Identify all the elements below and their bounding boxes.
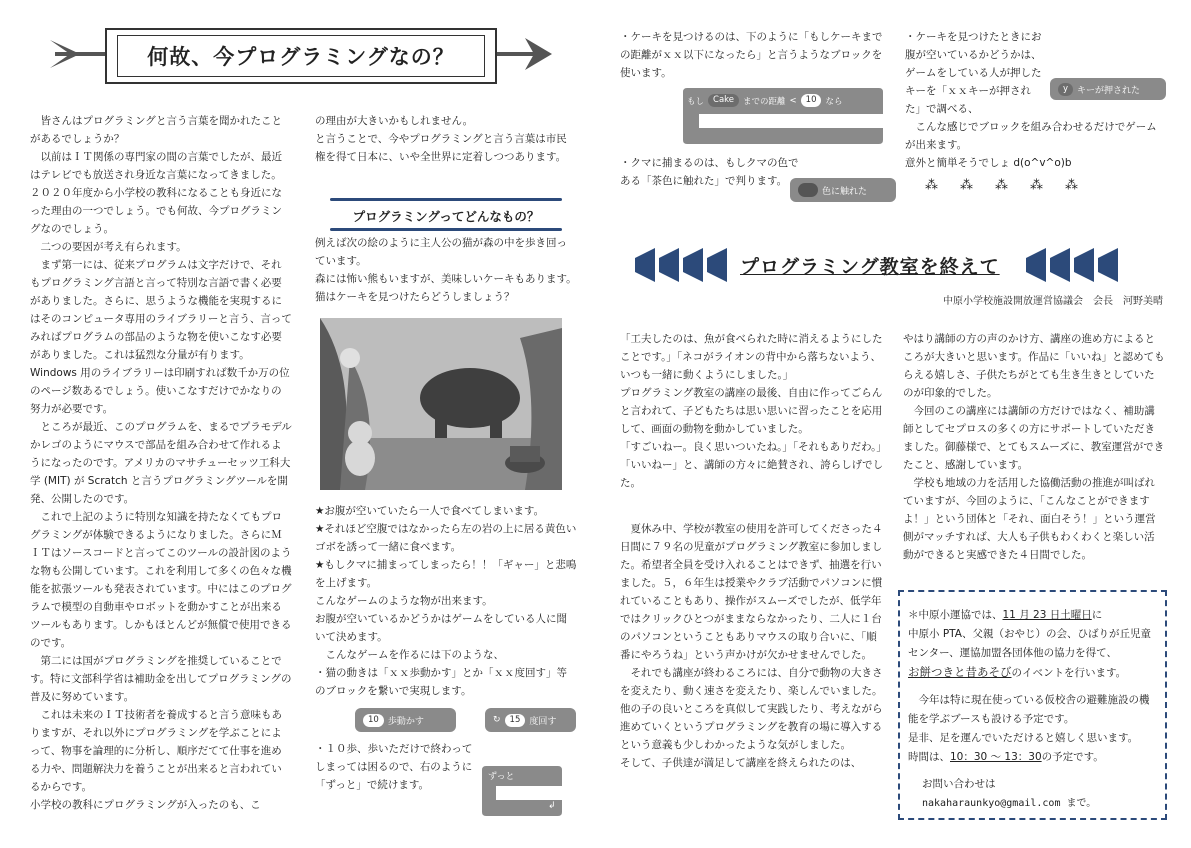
- paragraph: 「すごいねー。良く思いついたね。」「それもありだわ。」「いいねー」と、講師の方々に絶賛され、誇らしげでした。: [620, 441, 884, 489]
- turn-label: 度回す: [529, 716, 557, 727]
- paragraph: やはり講師の方の声のかけ方、講座の進め方によるところが大きいと思います。作品に「いいね」と認めてもらえる嬉しさ、子供たちがとても生き生きとしていたのが印象的でした。: [903, 333, 1165, 399]
- touch-color-label: 色に触れた: [822, 186, 868, 197]
- paragraph: 学校も地域の力を活用した協働活動の推進が叫ばれていますが、今回のように、「こんなことができますよ！」という団体と「それ、面白そう！」という運営側がマッチすれば、大人も子供もわくわくと楽しい活動ができると実感できた４日間でした。: [903, 477, 1156, 561]
- left-col2-intro: [315, 234, 577, 306]
- paragraph: ・猫の動きは「ｘｘ歩動かす」とか「ｘｘ度回す」等のブロックを繋いで実現します。: [315, 667, 567, 697]
- notice-time: 時間は、10：30 ～ 13：30の予定です。: [908, 751, 1104, 763]
- notice-contact: お問い合わせは: [922, 778, 996, 790]
- forever-block: [482, 766, 562, 816]
- notice-para2: 今年は特に現在使っている仮校舎の避難施設の機能を学ぶブースも設ける予定です。: [908, 694, 1150, 725]
- left-col2-bottom: [315, 740, 480, 794]
- right-top-col2: [905, 28, 1165, 172]
- key-select: y: [1058, 83, 1073, 96]
- move-label: 歩動かす: [387, 716, 424, 727]
- forest-game-image: [320, 318, 562, 490]
- heading-right-ornament: [1026, 248, 1126, 282]
- turn-icon: ↻: [493, 715, 501, 725]
- paragraph: ★それほど空腹ではなかったら左の岩の上に居る黄色いゴボを誘って一緒に食べます。: [315, 523, 577, 553]
- if-prefix: もし: [687, 96, 705, 107]
- paragraph: これで上記のように特別な知識を持たなくてもプログラミングが体験できるようになりました。さらにＭＩＴはソースコードと言ってこのツールの設計図のような物も公開しています。これを利用して多くの色々な機能を拡張ツールも発表されています。中にはこのプログラムで模型の自動車やロボットを動かすことが出来るツールもあります。しかもほとんどが無償で使用できるのです。: [30, 511, 292, 649]
- paragraph: 以前はＩＴ関係の専門家の間の言葉でしたが、最近はテレビでも放送され身近な言葉になってきました。２０２０年度から小学校の教科になることも身近になった理由の一つでしょう。でも何故、今プログラミングなのでしょう。: [30, 151, 282, 235]
- right-body-col2: [903, 330, 1165, 564]
- right-body-col1: [620, 330, 885, 772]
- notice-event: お餅つきと昔あそびのイベントを行います。: [908, 665, 1127, 679]
- key-pressed-label: キーが押された: [1077, 85, 1141, 96]
- paragraph: こんな感じでブロックを組み合わせるだけでゲームが出来ます。: [905, 121, 1157, 151]
- event-date: 11 月 23 日土曜日: [1002, 609, 1092, 621]
- brown-color-swatch: [798, 183, 818, 197]
- paragraph: 意外と簡単そうでしょ d(o^v^o)b: [905, 157, 1072, 169]
- move-block: [355, 708, 456, 732]
- contact-email[interactable]: nakaharaunkyo@gmail.com まで。: [922, 798, 1097, 809]
- notice-line1: ＊中原小運協では、11 月 23 日土曜日に: [908, 609, 1103, 621]
- event-name: お餅つきと昔あそび: [908, 665, 1012, 679]
- title-box: [105, 28, 497, 84]
- if-suffix: なら: [825, 96, 843, 107]
- paragraph: お腹が空いているかどうかはゲームをしている人に聞いて決めます。: [315, 613, 567, 643]
- loop-arrow-icon: ↲: [548, 801, 556, 811]
- subheading-box: [330, 198, 562, 228]
- operator: <: [789, 95, 797, 106]
- paragraph: こんなゲームのような物が出来ます。: [315, 595, 493, 607]
- paragraph: まず第一には、従来プログラムは文字だけで、それもプログラミング言語と言って特別な言語で書く必要がありました。さらに、思うような機能を実現するにはそのコンピュータ専用のライブラリーと言う、言ってみればプログラムの部品のような物を使いこなす必要がありました。これは猛烈な分量が有ります。Windows 用のライブラリーは印刷すれば数千か万の位のページ数あるでしょう。使いこなすだけでかなりの努力が必要です。: [30, 259, 292, 415]
- paragraph: ★もしクマに捕まってしまったら！！「ギャー」と悲鳴を上げます。: [315, 559, 577, 589]
- if-block: [683, 88, 883, 144]
- touch-color-block: [790, 178, 896, 202]
- paragraph: 今回のこの講座には講師の方だけではなく、補助講師としてセプロスの多くの方にサポートしていただきました。御藤様で、とてもスムーズに、教室運営ができたこと、感謝しています。: [903, 405, 1165, 471]
- paragraph: そして、子供達が満足して講座を終えられたのは、: [620, 757, 862, 769]
- paragraph: それでも講座が終わるころには、自分で動物の大きさを変えたり、動く速さを変えたり、楽しんでいました。他の子の良いところを真似して実践したり、考えながら進めていくというプログラミングを教育の場に導入するという意義も少しわかったような気がしました。: [620, 667, 883, 751]
- paragraph: 小学校の教科にプログラミングが入ったのも、こ: [30, 799, 261, 811]
- heading-left-ornament: [635, 248, 735, 282]
- paragraph: ・ケーキを見つけたときにお腹が空いているかどうかは、ゲームをしている人が押したキーを「ｘｘキーが押された」で調べる、: [905, 31, 1042, 115]
- paragraph: と言うことで、今やプログラミングと言う言葉は市民権を得て日本に、いや全世界に定着しつつあります。: [315, 133, 567, 163]
- right-top-col1b: [620, 154, 800, 190]
- notice-line2: 中原小 PTA、父親（おやじ）の会、ひばりが丘児童センター、運協加盟各団体他の協力を得て、: [908, 628, 1151, 659]
- left-col2-rules: [315, 502, 577, 700]
- paragraph: ・クマに捕まるのは、もしクマの色である「茶色に触れた」で判ります。: [620, 157, 799, 187]
- event-time: 10：30 ～ 13：30: [950, 751, 1042, 763]
- paw-icon: ⁂⁂⁂⁂⁂: [925, 178, 1100, 193]
- paragraph: ★お腹が空いていたら一人で食べてしまいます。: [315, 505, 545, 517]
- paragraph: こんなゲームを作るには下のような、: [315, 649, 504, 661]
- notice-para3: 是非、足を運んでいただけると嬉しく思います。: [908, 732, 1139, 744]
- move-steps-value: 10: [363, 714, 384, 727]
- paragraph: 皆さんはプログラミングと言う言葉を聞かれたことがあるでしょうか？: [30, 115, 282, 145]
- distance-value: 10: [801, 94, 822, 107]
- left-col2: [315, 112, 577, 166]
- forever-label: ずっと: [488, 772, 515, 782]
- paragraph: 「工夫したのは、魚が食べられた時に消えるようにしたことです。」「ネコがライオンの背中から落ちないよう、いつも一緒に動くようにしました。」: [620, 333, 883, 381]
- paragraph: 森には怖い熊もいますが、美味しいケーキもあります。猫はケーキを見つけたらどうしましょう？: [315, 273, 577, 303]
- paragraph: 二つの要因が考え有られます。: [30, 241, 187, 253]
- paragraph: これは未来のＩＴ技術者を養成すると言う意味もありますが、それ以外にプログラミングを学ぶことによって、物事を論理的に分析し、順序だてて仕事を進める力や、問題解決力を養うことが出来ると言われているからです。: [30, 709, 282, 793]
- paragraph: 例えば次の絵のように主人公の猫が森の中を歩き回っています。: [315, 237, 567, 267]
- paragraph: ・ケーキを見つけるのは、下のように「もしケーキまでの距離がｘｘ以下になったら」と言うようなブロックを使います。: [620, 31, 883, 79]
- paragraph: プログラミング教室の講座の最後、自由に作ってごらんと言われて、子どもたちは思い思いに習ったことを応用して、画面の動物を動かしていました。: [620, 387, 883, 435]
- left-col1: [30, 112, 292, 814]
- paragraph: の理由が大きいかもしれません。: [315, 115, 474, 127]
- event-notice: [898, 590, 1167, 820]
- author-line: 中原小学校施設開放運営協議会 会長 河野美晴: [943, 296, 1163, 307]
- turn-block: [485, 708, 576, 732]
- footprints-decoration: [925, 178, 1140, 198]
- right-top-col1: [620, 28, 885, 82]
- forest-illustration: [320, 318, 562, 490]
- sprite-select: Cake: [708, 94, 739, 107]
- subheading: プログラミングってどんなもの？: [352, 209, 540, 224]
- paragraph: ところが最近、このプログラムを、まるでプラモデルかレゴのようにマウスで部品を組み合わせて作れるようになったのです。アメリカのマサチューセッツ工科大学 (MIT) が Scratch と言うプログラミングツールを開発、公開したのです。: [30, 421, 292, 505]
- spacer: [620, 492, 885, 520]
- page-title: 何故、今プログラミングなの？: [147, 44, 455, 69]
- section-heading: プログラミング教室を終えて: [740, 256, 1000, 278]
- key-pressed-block: [1050, 78, 1166, 100]
- distance-label: までの距離: [743, 96, 786, 107]
- paragraph: 夏休み中、学校が教室の使用を許可してくださった４日間に７９名の児童がプログラミング教室に参加しました。希望者全員を受け入れることはできず、抽選を行いました。５，６年生は授業やクラブ活動でパソコンに慣れていることもあり、操作がスムーズでしたが、低学年ではクリックひとつがままならなかったり、二人に１台のパソコンということもありマウスの取り合いに、「順番にやろうね」という声かけが欠かせませんでした。: [620, 523, 883, 661]
- turn-degrees-value: 15: [505, 714, 526, 727]
- paragraph: 第二には国がプログラミングを推奨していることです。特に文部科学省は補助金を出してプログラミングの普及に努めています。: [30, 655, 292, 703]
- paragraph: ・１０歩、歩いただけで終わってしまっては困るので、右のように「ずっと」で続けます。: [315, 743, 473, 791]
